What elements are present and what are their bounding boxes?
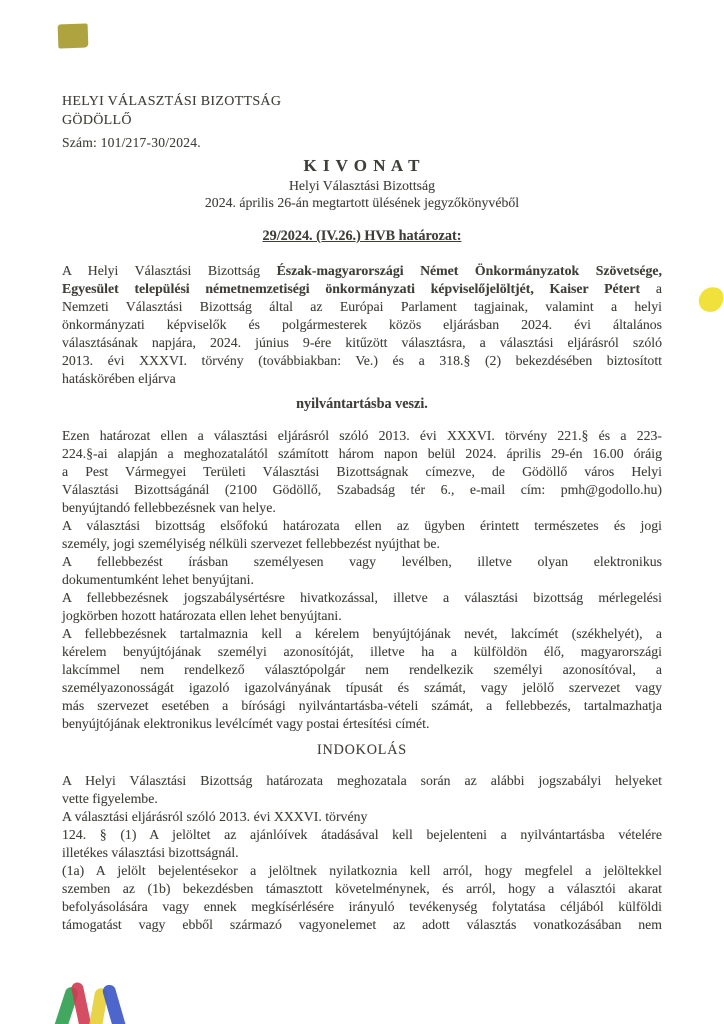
paragraph [62, 589, 662, 625]
title-subtitle-2: 2024. április 26-án megtartott ülésének jegyzőkönyvéből [204, 194, 520, 210]
paragraph [62, 625, 662, 733]
text-line: kérelem benyújtójának személyi azonosítóját, illetve ha a külföldön élő, magyarországi [62, 644, 662, 659]
scan-mark-bottom-left [52, 982, 152, 1024]
scan-mark-right-edge [697, 285, 724, 313]
text-line: A választási bizottság elsőfokú határozata ellen az ügyben érintett természetes és jogi [62, 518, 662, 533]
text-line: (1a) A jelölt bejelentésekor a jelöltnek nyilatkoznia kell arról, hogy megfelel a jelöltekkel [62, 863, 662, 878]
paragraph [62, 826, 662, 862]
bold-text-segment: Egyesület települési németnemzetiségi önkormányzati képviselőjelöltjét, Kaiser Pétert [62, 281, 641, 296]
bold-text-segment: Észak-magyarországi Német Önkormányzatok Szövetsége, [276, 263, 662, 278]
letterhead [62, 93, 281, 153]
text-line: illetékes választási bizottságnál. [62, 845, 239, 860]
text-line: 2013. évi XXXVI. törvény (továbbiakban: Ve.) és a 318.§ (2) bekezdésében biztosított [62, 353, 662, 368]
text-line: lakcímmel nem rendelkező választópolgár nem rendelkezik személyi azonosítóval, a [62, 662, 662, 677]
text-line: benyújtójának elektronikus levélcímét vagy postai értesítési címét. [62, 716, 430, 731]
text-line: Nemzeti Választási Bizottság által az Európai Parlament tagjainak, valamint a helyi [62, 299, 662, 314]
text-line: hatáskörében eljárva [62, 371, 176, 386]
text-line: Ezen határozat ellen a választási eljárásról szóló 2013. évi XXXVI. törvény 221.§ és a 223- [62, 428, 662, 443]
org-name: HELYI VÁLASZTÁSI BIZOTTSÁG [62, 94, 282, 109]
scan-mark-top-left [58, 23, 89, 48]
document-number: Szám: 101/217-30/2024. [62, 135, 201, 150]
text-line: befolyásolására vagy ennek megkísérlésére irányuló tevékenység folytatása céljából külföldi [62, 899, 662, 914]
text-line: Választási Bizottságánál (2100 Gödöllő, Szabadság tér 6., e-mail cím: pmh@godollo.hu) [62, 482, 662, 497]
text-line: A fellebbezést írásban személyesen vagy levélben, illetve olyan elektronikus [62, 554, 662, 569]
text-segment: a [640, 281, 662, 296]
title-subtitle-1: Helyi Választási Bizottság [288, 178, 436, 193]
paragraph [62, 862, 662, 934]
paragraph [62, 427, 662, 517]
text-line: A fellebbezésnek tartalmaznia kell a kérelem benyújtójának nevét, lakcímét (székhelyét), a [62, 626, 662, 641]
text-line: a Pest Vármegyei Területi Választási Bizottságnak címezve, de Gödöllő város Helyi [62, 464, 662, 479]
paragraph [62, 553, 662, 589]
document-title: K I V O N A T [303, 156, 421, 175]
text-line: 224.§-ai alapján a meghozatalától számított három napon belül 2024. április 29-én 16.00 óráig [62, 446, 662, 461]
operative-clause: nyilvántartásba veszi. [296, 396, 428, 412]
paragraph [62, 517, 662, 553]
text-line: szemben az (1b) bekezdésben támasztott követelménynek, és arról, hogy a választói akarat [62, 881, 662, 896]
text-line: személy, jogi személyiség nélküli szervezet fellebbezést nyújthat be. [62, 536, 440, 551]
text-line: A fellebbezésnek jogszabálysértésre hivatkozással, illetve a választási bizottság mérlegelési [62, 590, 662, 605]
text-segment: A Helyi Választási Bizottság [62, 263, 277, 278]
text-line: választásának napjára, 2024. június 9-ére kitűzött választásra, a választási eljárásról szóló [62, 335, 662, 350]
paragraph [62, 808, 662, 826]
paragraph [62, 772, 662, 808]
paragraph [62, 262, 662, 388]
text-line: önkormányzati képviselők és polgármesterek közös eljárásban 2024. évi általános [62, 317, 662, 332]
text-line: benyújtandó fellebbezésnek van helye. [62, 500, 276, 515]
justification-heading: INDOKOLÁS [317, 742, 407, 758]
text-line: dokumentumként lehet benyújtani. [62, 572, 254, 587]
document-body [62, 262, 662, 934]
title-block [62, 154, 662, 211]
text-line: jogkörben hozott határozata ellen lehet benyújtani. [62, 608, 342, 623]
text-line: támogatást vagy ebből származó vagyonelemet az adott választás vonatkozásában nem [62, 917, 662, 932]
text-line: 124. § (1) A jelöltet az ajánlóívek átadásával kell bejelenteni a nyilvántartásba vételére [62, 827, 662, 842]
scribble-stroke-blue [101, 983, 129, 1024]
text-line: személyazonosságát igazoló igazolványának típusát és számát, vagy jelölő szervezet vagy [62, 680, 662, 695]
text-line: A választási eljárásról szóló 2013. évi XXXVI. törvény [62, 809, 368, 824]
text-line: A Helyi Választási Bizottság határozata meghozatala során az alábbi jogszabályi helyeket [62, 773, 662, 788]
text-line: vette figyelembe. [62, 791, 158, 806]
text-line [62, 262, 662, 280]
text-line [62, 280, 662, 298]
text-line: más szervezet esetében a bírósági nyilvántartásba-vételi számát, a fellebbezés, tartalmazhatja [62, 698, 662, 713]
decision-heading: 29/2024. (IV.26.) HVB határozat: [262, 228, 462, 244]
org-city: GÖDÖLLŐ [62, 112, 132, 128]
